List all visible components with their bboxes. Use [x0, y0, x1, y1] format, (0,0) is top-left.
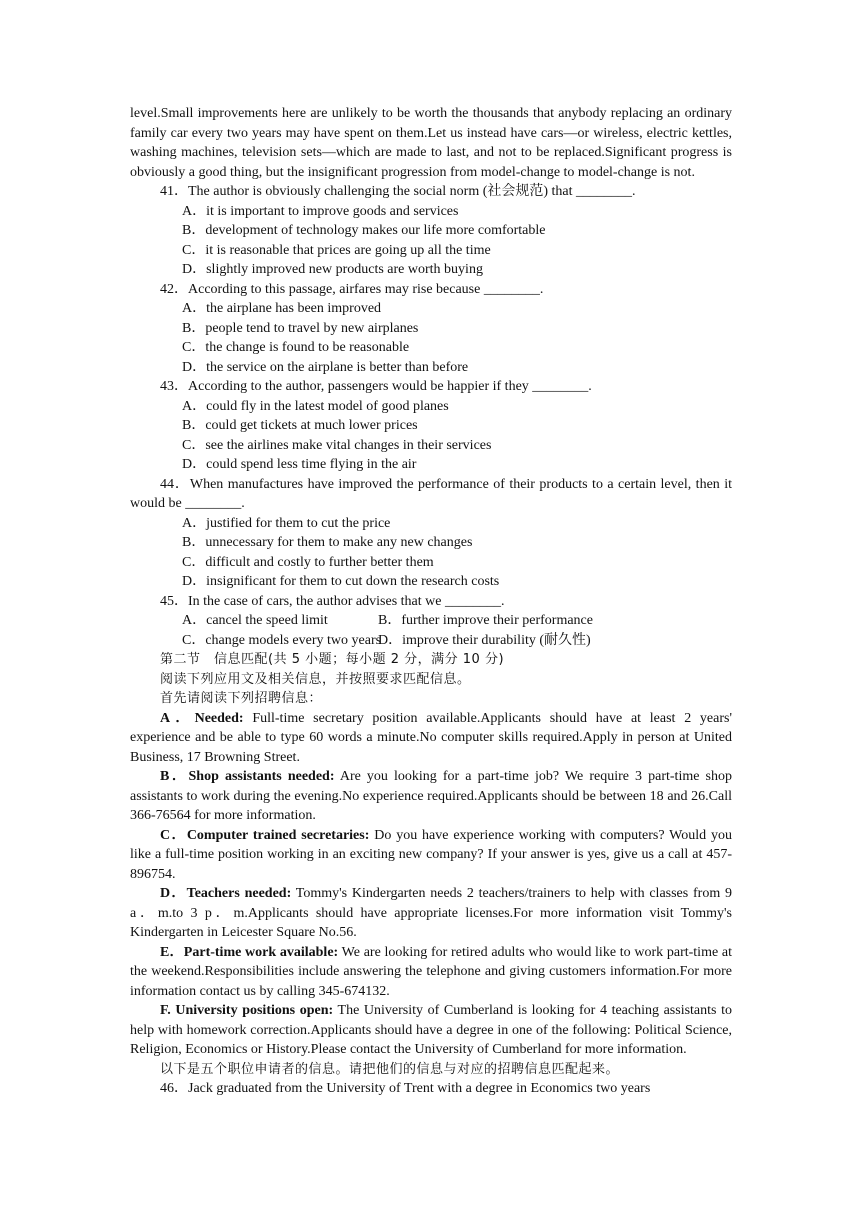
option-d: D．slightly improved new products are worth buying [182, 262, 483, 277]
document-page [130, 104, 732, 1099]
question-46: 46．Jack graduated from the University of Trent with a degree in Economics two years [160, 1081, 651, 1096]
ad-letter: A． [160, 710, 195, 726]
option-b: B．people tend to travel by new airplanes [182, 320, 419, 336]
ad-b [130, 767, 732, 826]
question-stem: 43．According to the author, passengers would be happier if they ________. [160, 379, 592, 394]
option-d: D．the service on the airplane is better than before [182, 359, 469, 375]
option-d: D．could spend less time flying in the air [182, 457, 417, 472]
ad-body: We are looking for retired adults who would like to work part-time at the weekend.Responsibilities include answering the telephone and giving customers information.For more information contact us by calling 345-674132. [130, 944, 732, 999]
ad-body: Are you looking for a part-time job? We require 3 part-time shop assistants to work during the evening.No experience required.Applicants should be between 18 and 26.Call 366-76564 for more information. [130, 769, 732, 823]
option-b: B．unnecessary for them to make any new changes [182, 535, 473, 550]
applicants-intro: 以下是五个职位申请者的信息。请把他们的信息与对应的招聘信息匹配起来。 [160, 1061, 620, 1077]
question-stem: 45．In the case of cars, the author advises that we ________. [160, 593, 505, 609]
ad-letter: D． [160, 886, 187, 901]
ad-letter: F. [160, 1003, 176, 1018]
ad-a [130, 709, 732, 768]
section-instruction: 阅读下列应用文及相关信息，并按照要求匹配信息。 [160, 671, 471, 687]
intro-paragraph: level.Small improvements here are unlikely to be worth the thousands that anybody replacing an ordinary family car every two years may have spent on them.Let us instead have cars—or wireless, electric kettles, washing machines, television sets—which are made to last, and not to be replaced.Significant progress is obviously a good thing, but the insignificant progression from model-change to model-change is not. [130, 106, 732, 180]
option-b: B．further improve their performance [378, 613, 593, 628]
ad-heading: Needed: [194, 710, 244, 726]
question-44 [130, 475, 732, 592]
question-41 [130, 182, 732, 280]
ad-heading: Part-time work available: [183, 944, 339, 960]
ad-f [130, 1001, 732, 1060]
ad-heading: Shop assistants needed: [188, 769, 335, 784]
option-b: B．could get tickets at much lower prices [182, 418, 418, 433]
ad-body: The University of Cumberland is looking for 4 teaching assistants to help with homework correction.Applicants should have a degree in one of the following: Political Science, Religion, Economics or History.Please contact the University of Cumberland for more information. [130, 1003, 732, 1057]
option-a: A．could fly in the latest model of good planes [182, 398, 449, 414]
ad-body: Full-time secretary position available.Applicants should have at least 2 years' experience and be able to type 60 words a minute.No computer skills required.Apply in person at United Business, 17 Browning Street. [130, 710, 732, 765]
options-row-ab [130, 611, 732, 631]
section-title-prefix: 第二节 信息匹配 [160, 652, 269, 667]
question-43 [130, 377, 732, 475]
section-title [130, 650, 732, 670]
ad-c [130, 826, 732, 885]
question-stem: 41．The author is obviously challenging the social norm (社会规范) that ________. [160, 184, 636, 199]
ad-letter: B． [160, 769, 189, 784]
section-title-suffix: (共 5 小题；每小题 2 分，满分 10 分) [268, 652, 505, 667]
ad-heading: University positions open: [175, 1003, 334, 1018]
ad-body: Do you have experience working with computers? Would you like a full-time position working in an exciting new company? If your answer is yes, give us a call at 457-896754. [130, 827, 732, 882]
option-b: B．development of technology makes our life more comfortable [182, 223, 546, 238]
option-a: A．the airplane has been improved [182, 301, 382, 316]
ad-heading: Teachers needed: [186, 886, 292, 901]
option-a: A．cancel the speed limit [182, 613, 328, 628]
ad-e [130, 943, 732, 1002]
question-45 [130, 592, 732, 651]
question-stem: 42．According to this passage, airfares may rise because ________. [160, 281, 544, 297]
option-c: C．difficult and costly to further better them [182, 554, 434, 570]
question-stem: 44．When manufactures have improved the performance of their products to a certain level, then it would be ________. [130, 476, 732, 511]
ad-heading: Computer trained secretaries: [186, 827, 370, 843]
option-a: A．justified for them to cut the price [182, 515, 391, 531]
option-a: A．it is important to improve goods and services [182, 203, 459, 219]
question-42 [130, 280, 732, 378]
option-d: D．insignificant for them to cut down the research costs [182, 574, 500, 589]
option-c: C．the change is found to be reasonable [182, 340, 410, 355]
options-row-cd [130, 631, 732, 651]
option-c: C．change models every two years [182, 632, 382, 648]
option-d: D．improve their durability (耐久性) [378, 632, 591, 648]
ad-letter: C． [160, 827, 187, 843]
ad-body: Tommy's Kindergarten needs 2 teachers/trainers to help with classes from 9 a．m.to 3 p．m.Applicants should have appropriate licenses.For more information visit Tommy's Kindergarten in Leicester Square No.56. [130, 886, 732, 940]
ad-letter: E． [160, 944, 184, 960]
option-c: C．it is reasonable that prices are going up all the time [182, 242, 491, 258]
section-instruction-2: 首先请阅读下列招聘信息： [160, 691, 323, 706]
ad-d [130, 884, 732, 943]
option-c: C．see the airlines make vital changes in their services [182, 437, 492, 453]
